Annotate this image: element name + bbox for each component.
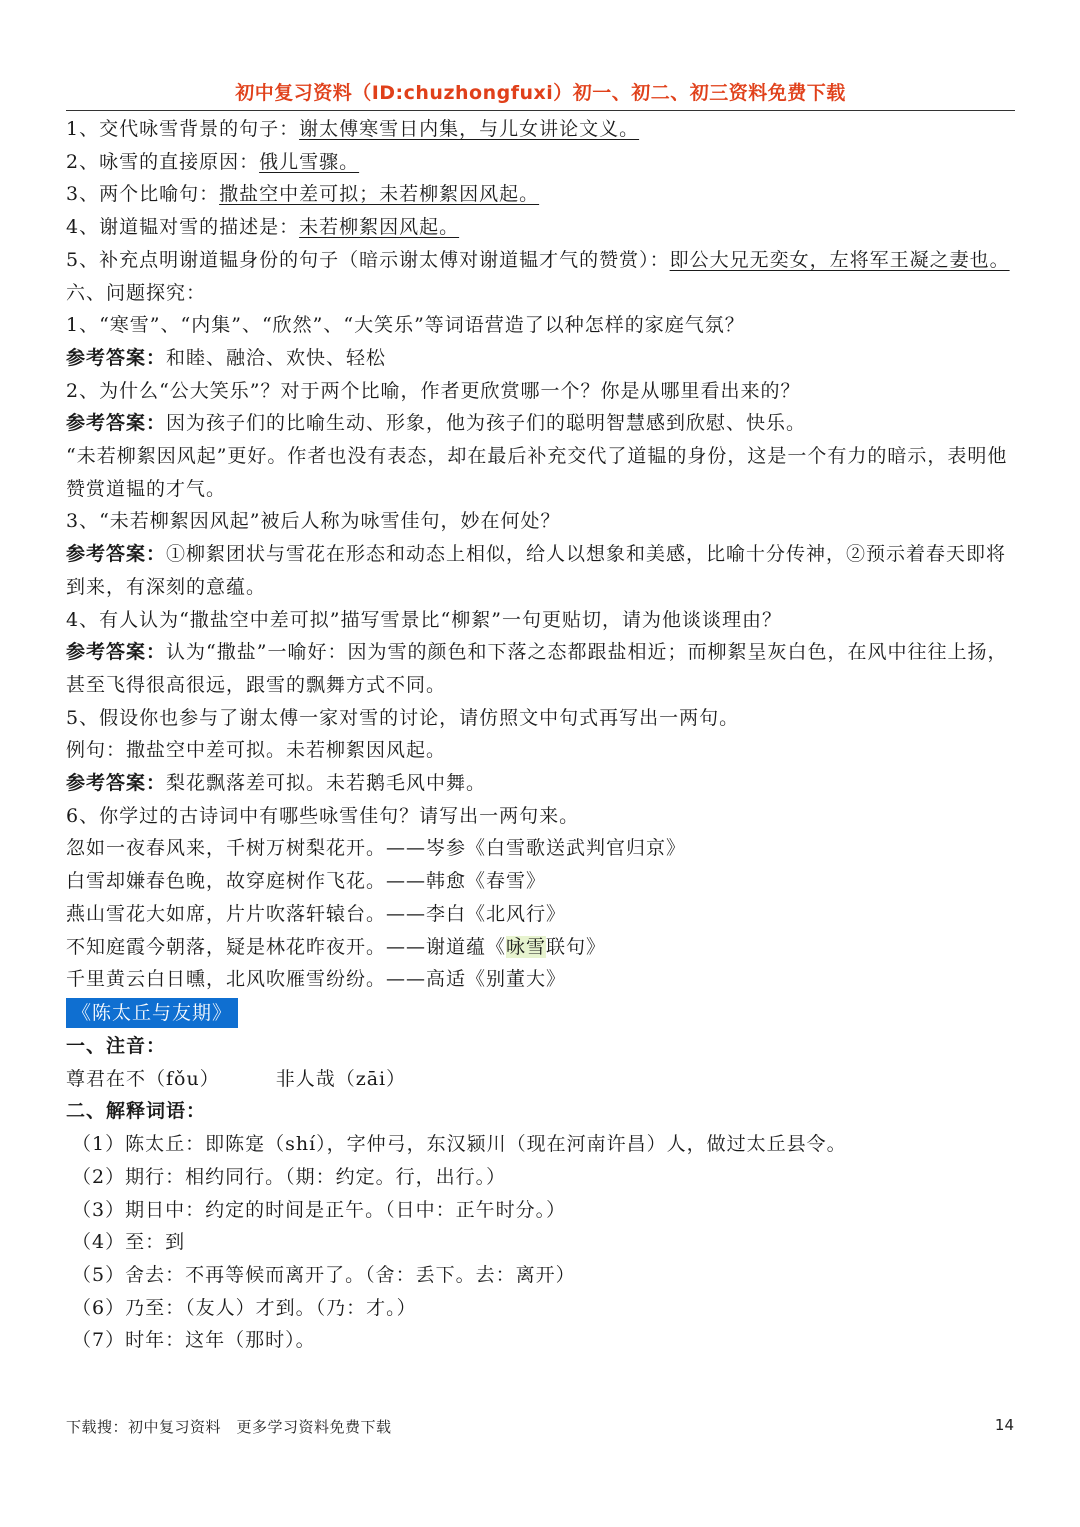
poem-line: 千里黄云白日曛，北风吹雁雪纷纷。——高适《别董大》 (66, 968, 567, 991)
answer (66, 538, 1015, 603)
answer (66, 636, 1015, 701)
poem-line (66, 931, 1015, 964)
question: 3、“未若柳絮因风起”被后人称为咏雪佳句，妙在何处？ (66, 510, 561, 533)
pronunciation-item: 非人哉（zāi） (275, 1067, 407, 1090)
header-divider (66, 110, 1015, 111)
example-sentence: 例句：撒盐空中差可拟。未若柳絮因风起。 (66, 739, 447, 762)
item-answer: 未若柳絮因风起。 (299, 216, 460, 239)
section-heading: 六、问题探究： (66, 281, 207, 304)
highlighted-text: 咏雪 (506, 935, 547, 958)
item-answer: 撒盐空中差可拟；未若柳絮因风起。 (219, 183, 540, 206)
poem-line: 白雪却嫌春色晚，故穿庭树作飞花。——韩愈《春雪》 (66, 870, 547, 893)
answer (66, 407, 1015, 440)
poem-line: 燕山雪花大如席，片片吹落轩辕台。——李白《北风行》 (66, 902, 567, 925)
footer-text: 下载搜：初中复习资料 更多学习资料免费下载 (66, 1418, 392, 1436)
section-heading: 一、注音： (66, 1034, 167, 1057)
question: 4、有人认为“撒盐空中差可拟”描写雪景比“柳絮”一句更贴切，请为他谈谈理由？ (66, 608, 782, 631)
answer-text: 因为孩子们的比喻生动、形象，他为孩子们的聪明智慧感到欣慰、快乐。 (166, 412, 807, 435)
list-item (66, 178, 1015, 211)
item-label: 3、两个比喻句： (66, 183, 220, 206)
question: 2、为什么“公大笑乐”？对于两个比喻，作者更欣赏哪一个？你是从哪里看出来的？ (66, 379, 801, 402)
lesson-title: 《陈太丘与友期》 (66, 998, 238, 1028)
poem-text: 不知庭霞今朝落，疑是林花昨夜开。——谢道蕴《 (66, 935, 507, 958)
item-answer: 俄儿雪骤。 (259, 150, 360, 173)
lesson-title-row (66, 996, 1015, 1030)
item-label: 1、交代咏雪背景的句子： (66, 118, 300, 140)
definition-item: （7）时年：这年（那时）。 (72, 1329, 316, 1352)
poem-line: 忽如一夜春风来，千树万树梨花开。——岑参《白雪歌送武判官归京》 (66, 837, 687, 860)
definition-item: （3）期日中：约定的时间是正午。（日中：正午时分。） (72, 1198, 567, 1221)
answer-continued: “未若柳絮因风起”更好。作者也没有表态，却在最后补充交代了道韫的身份，这是一个有力的暗示，表明他赞赏道韫的才气。 (66, 445, 1008, 500)
poem-text: 联句》 (546, 935, 607, 958)
answer (66, 342, 1015, 375)
definition-item: （1）陈太丘：即陈寔（shí），字仲弓，东汉颍川（现在河南许昌）人，做过太丘县令。 (72, 1133, 847, 1156)
definition-item: （4）至：到 (72, 1231, 186, 1254)
pronunciation-row (66, 1063, 1015, 1096)
list-item (66, 211, 1015, 244)
answer (66, 767, 1015, 800)
answer-text: 认为“撒盐”一喻好：因为雪的颜色和下落之态都跟盐相近；而柳絮呈灰白色，在风中往往上扬，甚至飞得很高很远，跟雪的飘舞方式不同。 (66, 641, 1008, 696)
question: 6、你学过的古诗词中有哪些咏雪佳句？请写出一两句来。 (66, 804, 580, 827)
item-label: 5、补充点明谢道韫身份的句子（暗示谢太傅对谢道韫才气的赞赏）： (66, 248, 670, 271)
pronunciation-item: 尊君在不（fǒu） (66, 1067, 220, 1090)
answer-text: ①柳絮团状与雪花在形态和动态上相似，给人以想象和美感，比喻十分传神，②预示着春天即将到来，有深刻的意蕴。 (66, 543, 1007, 598)
question: 1、“寒雪”、“内集”、“欣然”、“大笑乐”等词语营造了以种怎样的家庭气氛？ (66, 314, 745, 337)
page-number: 14 (994, 1416, 1014, 1434)
answer-text: 和睦、融洽、欢快、轻松 (166, 346, 387, 369)
answer-label: 参考答案： (66, 641, 167, 664)
answer-label: 参考答案： (66, 346, 167, 369)
answer-label: 参考答案： (66, 543, 167, 566)
list-item (66, 146, 1015, 179)
definition-item: （6）乃至：（友人）才到。（乃：才。） (72, 1296, 417, 1319)
item-answer: 谢太傅寒雪日内集，与儿女讲论文义。 (299, 118, 640, 140)
item-label: 2、咏雪的直接原因： (66, 150, 260, 173)
section-heading: 二、解释词语： (66, 1100, 207, 1123)
answer-text: 梨花飘落差可拟。未若鹅毛风中舞。 (166, 772, 487, 795)
answer-label: 参考答案： (66, 412, 167, 435)
definition-item: （5）舍去：不再等候而离开了。（舍：丢下。去：离开） (72, 1263, 576, 1286)
list-item (66, 113, 1015, 146)
page-header: 初中复习资料（ID:chuzhongfuxi）初一、初二、初三资料免费下载 (235, 82, 846, 104)
definition-item: （2）期行：相约同行。（期：约定。行，出行。） (72, 1165, 507, 1188)
item-answer: 即公大兄无奕女，左将军王凝之妻也。 (669, 248, 1010, 271)
answer-label: 参考答案： (66, 772, 167, 795)
list-item (66, 244, 1015, 277)
item-label: 4、谢道韫对雪的描述是： (66, 216, 300, 239)
page-content (66, 113, 1015, 1357)
question: 5、假设你也参与了谢太傅一家对雪的讨论，请仿照文中句式再写出一两句。 (66, 706, 740, 729)
